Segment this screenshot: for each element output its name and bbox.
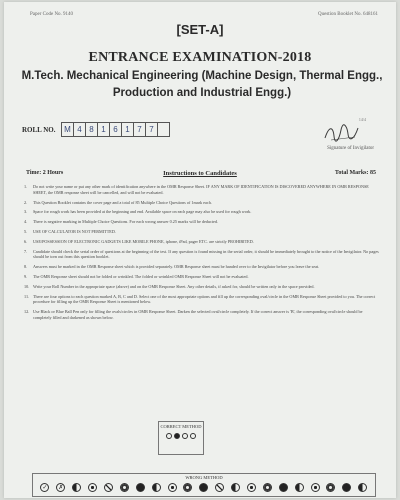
instruction-item [24, 274, 380, 280]
instruction-text: Use Black or Blue Ball Pen only for filling the ovals/circles in OMR Response Sheet. Darken the selected oval/circle completely. If the correct answer is 'B', the corresponding oval/circle should be completely filled and darkened as shown below. [33, 309, 363, 320]
wrong-mark-example [104, 483, 113, 492]
time-allowed: Time: 2 Hours [26, 170, 64, 176]
instruction-number: 8. [24, 264, 28, 270]
instruction-text: Answers must be marked in the OMR Response sheet which is provided separately. OMR Response sheet must be handed over to the Invigilator before you leave the seat. [33, 264, 320, 270]
wrong-mark-example [72, 483, 81, 492]
roll-digit-box: 7 [133, 122, 146, 137]
instruction-item [24, 239, 380, 245]
signature-label: Signature of Invigilator [327, 146, 374, 151]
instruction-text: Candidate should check the serial order of questions at the beginning of the test. If any question is found missing in the serial order, it should be immediately brought to the notice of the Invigilator. No pages should be torn out from this question booklet. [33, 248, 379, 260]
answer-bubble-d [190, 433, 196, 439]
instruction-item [24, 209, 380, 215]
instruction-item [24, 184, 380, 196]
wrong-mark-example [342, 483, 351, 492]
instruction-item [24, 249, 380, 261]
wrong-mark-example [247, 483, 256, 492]
instruction-text: There are four options to each question marked A, B, C and D. Select one of the most appropriate options and fill up the corresponding oval/circle in the OMR Response Sheet provided to you. The correct procedure for filling up the OMR Response Sheet is mentioned below. [33, 293, 376, 305]
correct-method-box [158, 421, 204, 455]
instruction-text: This Question Booklet contains the cover page and a total of 85 Multiple Choice Questions of 1mark each. [33, 199, 212, 205]
wrong-mark-example [120, 483, 129, 492]
instruction-item [24, 294, 380, 306]
roll-number-boxes [62, 122, 170, 137]
instruction-number: 10. [24, 283, 30, 289]
roll-digit-box: 1 [97, 122, 110, 137]
wrong-mark-example [168, 483, 177, 492]
exam-subtitle: M.Tech. Mechanical Engineering (Machine Design, Thermal Engg., Production and Industrial Engg.) [21, 70, 383, 99]
instruction-item [24, 229, 380, 235]
instruction-text: There is negative marking in Multiple Choice Questions. For each wrong answer 0.25 marks will be deducted. [33, 219, 219, 225]
roll-number-label: ROLL NO. [22, 126, 56, 134]
instruction-text: USE/POSSESSION OF ELECTRONIC GADGETS LIKE MOBILE PHONE, iphone, iPad, pager ETC. are strictly PROHIBITED. [33, 238, 254, 244]
answer-bubble-c [182, 433, 188, 439]
wrong-method-examples [33, 480, 375, 492]
instruction-number: 7. [24, 248, 28, 254]
instruction-number: 12. [24, 309, 30, 315]
instructions-title: Instructions to Candidates [163, 170, 237, 177]
wrong-mark-example [358, 483, 367, 492]
instruction-item [24, 200, 380, 206]
booklet-number: Question Booklet No. 648161 [318, 12, 378, 17]
exam-cover-page [4, 2, 396, 498]
wrong-mark-example [263, 483, 272, 492]
correct-method-label: CORRECT METHOD [160, 424, 202, 429]
instruction-item [24, 309, 380, 321]
paper-code: Paper Code No. 9140 [30, 12, 74, 17]
instruction-number: 2. [24, 199, 28, 205]
wrong-method-box [32, 473, 376, 497]
instruction-text: Do not write your name or put any other mark of identification anywhere in the OMR Response Sheet. IF ANY MARK OF IDENTIFICATION IS DISCOVERED ANYWHERE IN OMR RESPONSE SHEET, the OMR response sheet will be cancelled, and will not be evaluated. [33, 184, 369, 195]
instruction-item [24, 284, 380, 290]
wrong-mark-example [231, 483, 240, 492]
roll-digit-box: 4 [73, 122, 86, 137]
corner-mark: 14/4 [358, 117, 366, 122]
answer-bubble-a [166, 433, 172, 439]
instructions-list [24, 184, 380, 325]
roll-digit-box [157, 122, 170, 137]
total-marks: Total Marks: 85 [334, 170, 376, 176]
instruction-item [24, 219, 380, 225]
instruction-number: 1. [24, 184, 28, 189]
set-label: [SET-A] [176, 22, 224, 37]
wrong-mark-example [295, 483, 304, 492]
wrong-mark-example [311, 483, 320, 492]
wrong-mark-example [279, 483, 288, 492]
wrong-method-label: WRONG METHOD [185, 475, 223, 480]
roll-digit-box: 6 [109, 122, 122, 137]
instruction-number: 9. [24, 273, 28, 279]
roll-digit-box: 7 [145, 122, 158, 137]
roll-digit-box: 8 [85, 122, 98, 137]
instruction-number: 5. [24, 228, 28, 234]
exam-title: ENTRANCE EXAMINATION-2018 [88, 50, 312, 65]
instruction-item [24, 264, 380, 270]
wrong-mark-example [152, 483, 161, 492]
wrong-mark-example [136, 483, 145, 492]
wrong-mark-example [183, 483, 192, 492]
roll-digit-box: M [61, 122, 74, 137]
instruction-number: 6. [24, 238, 28, 244]
instruction-number: 3. [24, 209, 28, 215]
instruction-text: Write your Roll Number in the appropriate space (above) and on the OMR Response Sheet. Any other details, if asked for, should be written only in the space provided. [33, 283, 315, 289]
invigilator-signature [321, 122, 361, 144]
instruction-number: 4. [24, 219, 28, 225]
wrong-mark-example [88, 483, 97, 492]
wrong-mark-example [326, 483, 335, 492]
instruction-text: The OMR Response sheet should not be folded or wrinkled. The folded or wrinkled OMR Response Sheet will not be evaluated. [33, 273, 249, 279]
instruction-text: USE OF CALCULATOR IS NOT PERMITTED. [33, 228, 116, 234]
instruction-text: Space for rough work has been provided at the beginning and end. Available space on each page may also be used for rough work. [33, 209, 252, 215]
roll-digit-box: 1 [121, 122, 134, 137]
instruction-number: 11. [24, 293, 30, 299]
correct-method-bubbles [159, 433, 203, 439]
answer-bubble-b [174, 433, 180, 439]
wrong-mark-example [215, 483, 224, 492]
wrong-mark-example: ✗ [58, 485, 64, 491]
wrong-mark-example [199, 483, 208, 492]
wrong-mark-example: ✓ [42, 485, 48, 491]
